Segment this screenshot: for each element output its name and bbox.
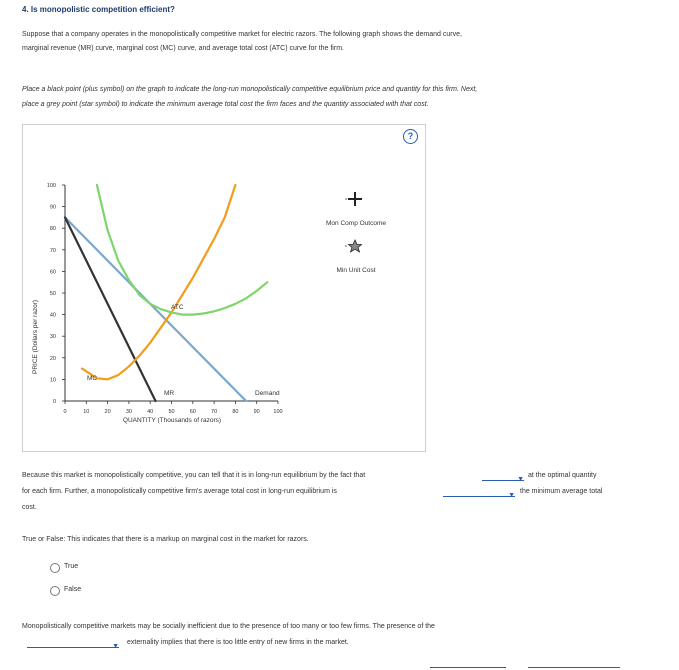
y-tick-label: 0 <box>52 399 56 405</box>
sentence2-part1: for each firm. Further, a monopolistically competitive firm's average total cost in long-run equilibrium is <box>22 488 337 495</box>
radio-false-label: False <box>64 586 82 593</box>
y-axis-label: PRICE (Dollars per razor) <box>32 299 39 375</box>
y-tick-label: 10 <box>49 377 56 384</box>
radio-true[interactable] <box>50 563 60 573</box>
intro-line-2: marginal revenue (MR) curve, marginal cost (MC) curve, and average total cost (ATC) curve for the firm. <box>22 45 344 52</box>
sentence2-part2: the minimum average total <box>520 488 603 495</box>
y-tick-label: 90 <box>49 204 56 211</box>
x-tick-label: 50 <box>168 409 175 415</box>
instruction-line-2: place a grey point (star symbol) to indicate the minimum average total cost the firm faces and the quantity associated with that cost. <box>22 101 429 108</box>
y-tick-label: 40 <box>49 312 56 319</box>
curves <box>65 185 267 401</box>
atc-label: ATC <box>171 304 184 311</box>
y-tick-label: 50 <box>49 291 56 297</box>
mc-label: MC <box>87 375 98 382</box>
axes <box>62 185 278 404</box>
intro-line-1: Suppose that a company operates in the monopolistically competitive market for electric razors. The following graph shows the demand curve, <box>22 31 462 38</box>
curve-mc <box>82 185 235 379</box>
x-tick-label: 60 <box>189 409 196 415</box>
dropdown-3[interactable] <box>27 645 119 648</box>
next-button-edge[interactable] <box>528 667 620 668</box>
sentence1-part2: at the optimal quantity <box>528 472 597 479</box>
min-cost-star-tool[interactable] <box>345 240 362 252</box>
help-icon[interactable]: ? <box>403 129 418 144</box>
mr-label: MR <box>164 390 175 397</box>
radio-false[interactable] <box>50 586 60 596</box>
x-tick-label: 70 <box>211 409 218 415</box>
true-false-question: True or False: This indicates that there is a markup on marginal cost in the market for razors. <box>22 536 309 543</box>
y-tick-label: 70 <box>49 247 56 254</box>
dropdown-2-arrow-icon: ▼ <box>508 492 515 499</box>
dropdown-2[interactable] <box>443 494 515 497</box>
y-tick-label: 100 <box>46 183 56 189</box>
radio-true-label: True <box>64 563 79 570</box>
sentence2-part3: cost. <box>22 504 37 511</box>
x-axis-label: QUANTITY (Thousands of razors) <box>122 417 222 424</box>
y-tick-label: 80 <box>49 226 56 233</box>
y-tick-label: 30 <box>49 334 56 341</box>
x-tick-label: 80 <box>232 409 239 415</box>
final-line-1: Monopolistically competitive markets may be socially inefficient due to the presence of too many or too few firms. The presence of the <box>22 623 435 630</box>
x-tick-label: 20 <box>104 409 111 415</box>
y-tick-label: 60 <box>49 269 56 276</box>
x-tick-label: 0 <box>63 409 67 415</box>
x-tick-label: 10 <box>83 409 90 415</box>
dropdown-1[interactable] <box>482 478 524 481</box>
x-tick-label: 30 <box>125 409 132 415</box>
grade-button-edge[interactable] <box>430 667 506 668</box>
question-title: 4. Is monopolistic competition efficient? <box>22 5 175 14</box>
graph-panel[interactable] <box>22 124 426 452</box>
graph-svg[interactable] <box>23 125 425 451</box>
x-tick-label: 100 <box>273 409 283 415</box>
tick-labels <box>47 183 283 415</box>
min-cost-label: Min Unit Cost <box>336 267 376 274</box>
x-tick-label: 90 <box>253 409 260 415</box>
demand-label: Demand <box>255 390 280 397</box>
final-line-2: externality implies that there is too little entry of new firms in the market. <box>127 639 349 646</box>
dropdown-3-arrow-icon: ▼ <box>112 643 119 650</box>
y-tick-label: 20 <box>49 355 56 362</box>
instruction-line-1: Place a black point (plus symbol) on the graph to indicate the long-run monopolistically competitive equilibrium price and quantity for this firm. Next, <box>22 86 478 93</box>
x-tick-label: 40 <box>147 409 154 415</box>
mon-comp-plus-tool[interactable] <box>345 192 362 206</box>
sentence1-part1: Because this market is monopolistically competitive, you can tell that it is in long-run equilibrium by the fact that <box>22 472 366 479</box>
mon-comp-label: Mon Comp Outcome <box>326 220 386 227</box>
dropdown-1-arrow-icon: ▼ <box>517 476 524 483</box>
curve-mr <box>65 217 156 401</box>
